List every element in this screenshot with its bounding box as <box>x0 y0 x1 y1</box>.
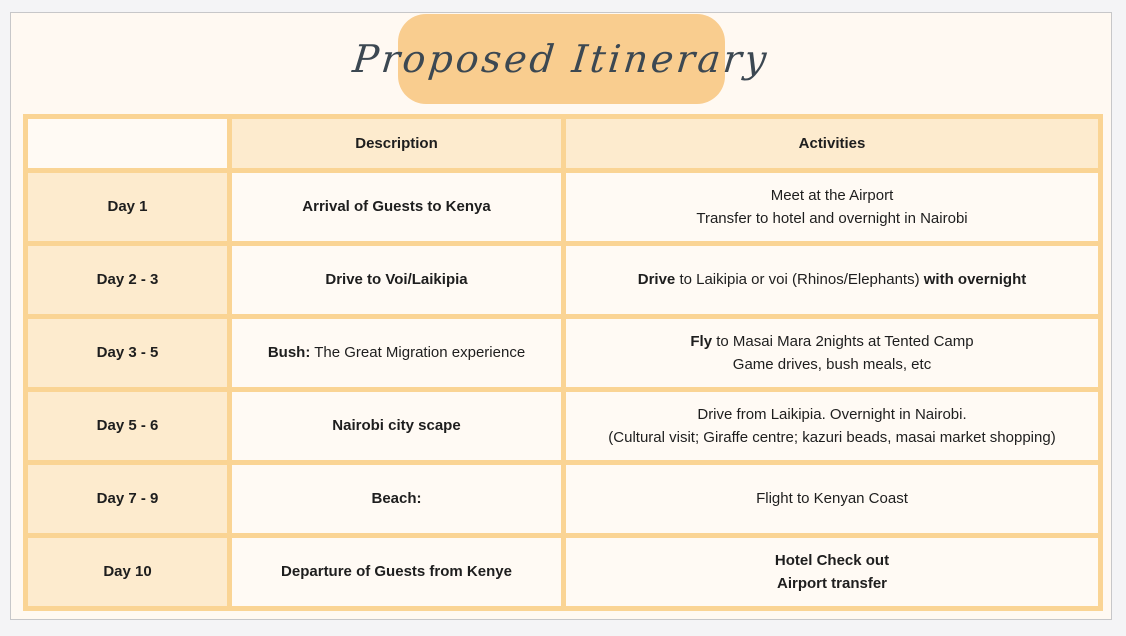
description-cell: Arrival of Guests to Kenya <box>230 171 564 244</box>
day-cell: Day 1 <box>26 171 230 244</box>
table-row <box>26 317 1101 390</box>
header-day <box>26 117 230 171</box>
description-cell: Drive to Voi/Laikipia <box>230 244 564 317</box>
day-cell: Day 2 - 3 <box>26 244 230 317</box>
day-cell: Day 3 - 5 <box>26 317 230 390</box>
description-cell: Bush: The Great Migration experience <box>230 317 564 390</box>
day-cell: Day 10 <box>26 536 230 609</box>
itinerary-table <box>23 114 1103 611</box>
table-row <box>26 171 1101 244</box>
activities-cell: Drive from Laikipia. Overnight in Nairobi. (Cultural visit; Giraffe centre; kazuri beads, masai market shopping) <box>564 390 1101 463</box>
itinerary-card <box>10 12 1112 620</box>
table-row <box>26 463 1101 536</box>
day-cell: Day 5 - 6 <box>26 390 230 463</box>
table-row <box>26 244 1101 317</box>
description-cell: Beach: <box>230 463 564 536</box>
activities-cell: Fly to Masai Mara 2nights at Tented Camp Game drives, bush meals, etc <box>564 317 1101 390</box>
header-description: Description <box>230 117 564 171</box>
description-cell: Departure of Guests from Kenye <box>230 536 564 609</box>
page-title: Proposed Itinerary <box>350 37 772 81</box>
activities-cell: Hotel Check out Airport transfer <box>564 536 1101 609</box>
description-cell: Nairobi city scape <box>230 390 564 463</box>
activities-cell: Flight to Kenyan Coast <box>564 463 1101 536</box>
table-row <box>26 536 1101 609</box>
table-header-row <box>26 117 1101 171</box>
table-row <box>26 390 1101 463</box>
day-cell: Day 7 - 9 <box>26 463 230 536</box>
activities-cell: Meet at the Airport Transfer to hotel and overnight in Nairobi <box>564 171 1101 244</box>
header-activities: Activities <box>564 117 1101 171</box>
itinerary-table-body <box>26 171 1101 609</box>
title-banner <box>350 14 772 104</box>
activities-cell: Drive to Laikipia or voi (Rhinos/Elephants) with overnight <box>564 244 1101 317</box>
